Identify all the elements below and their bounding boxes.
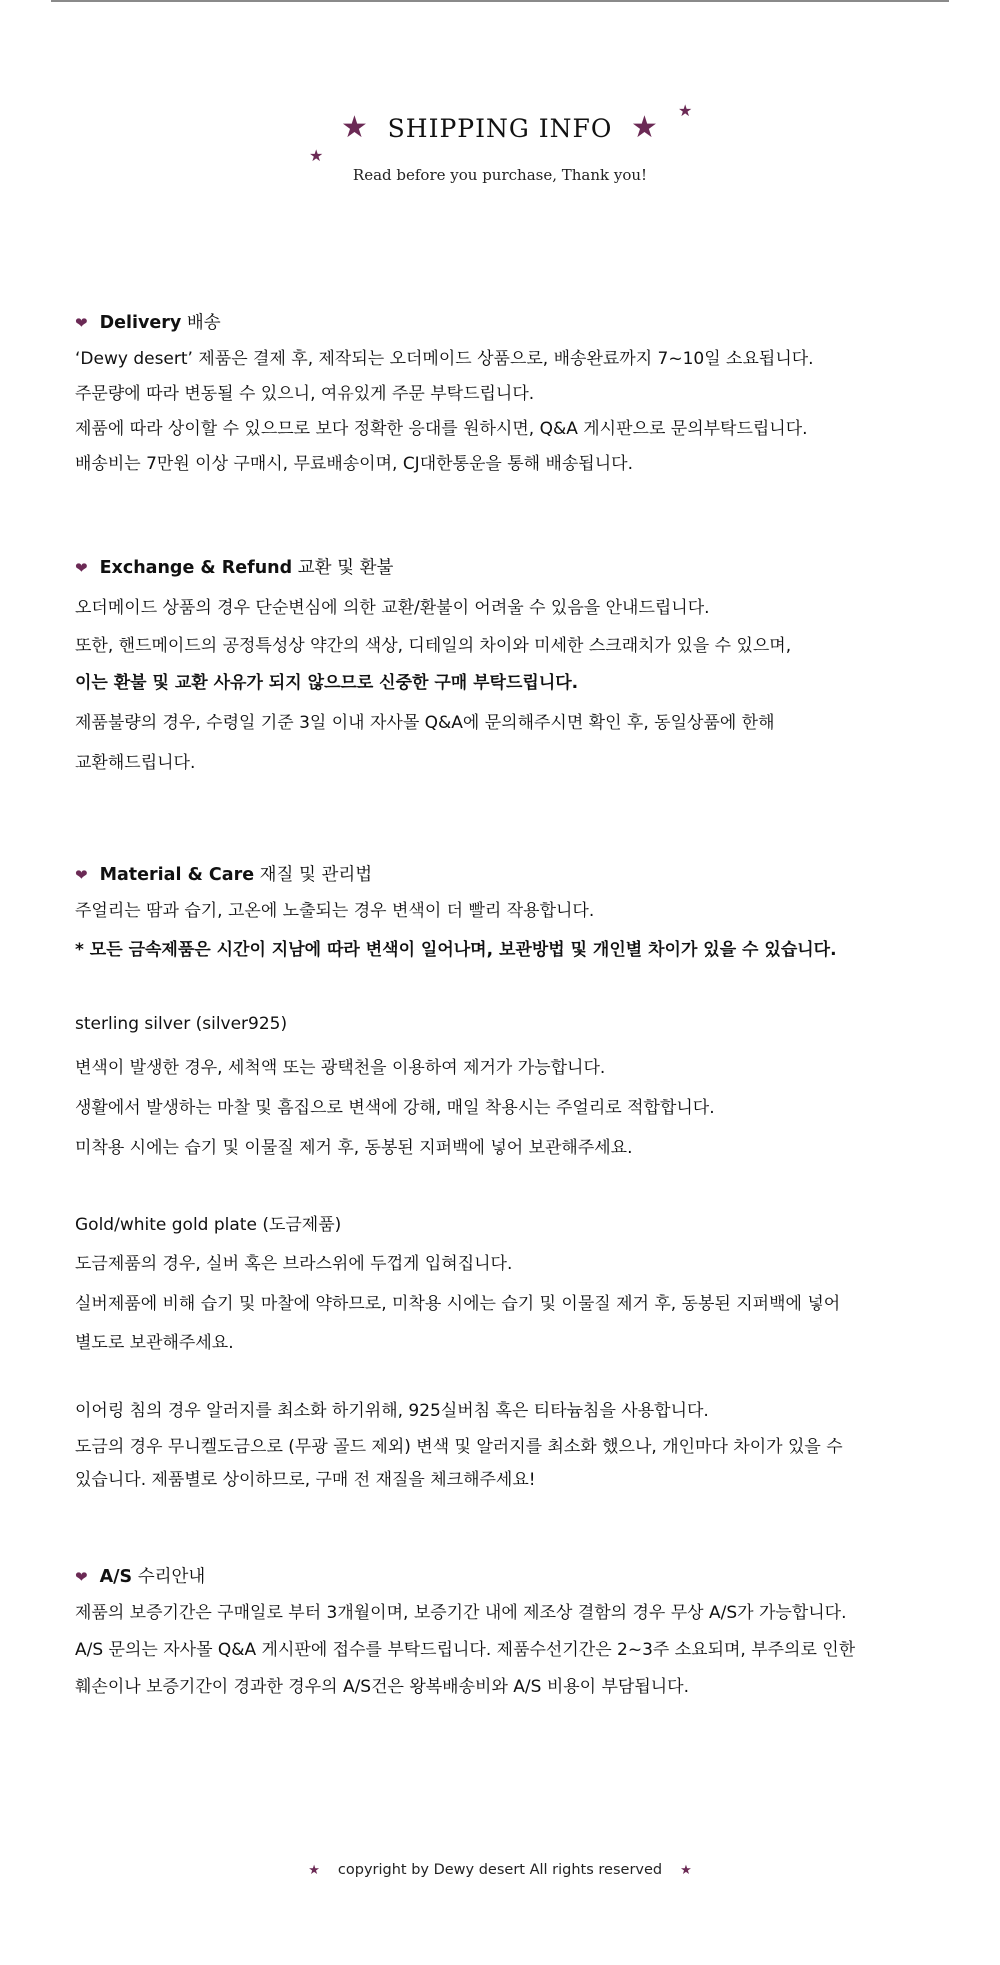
text-line: 도금의 경우 무니켈도금으로 (무광 골드 제외) 변색 및 알러지를 최소화 했으나, 개인마다 차이가 있을 수 bbox=[75, 1437, 843, 1457]
text-line: 미착용 시에는 습기 및 이물질 제거 후, 동봉된 지퍼백에 넣어 보관해주세요. bbox=[75, 1138, 633, 1158]
text-line: 교환해드립니다. bbox=[75, 753, 196, 773]
heart-icon: ❤ bbox=[75, 1568, 88, 1586]
section-heading-delivery: ❤ Delivery 배송 bbox=[75, 313, 221, 333]
text-line: 주얼리는 땀과 습기, 고온에 노출되는 경우 변색이 더 빨리 작용합니다. bbox=[75, 901, 595, 921]
subsection-title-gold: Gold/white gold plate (도금제품) bbox=[75, 1215, 342, 1235]
star-icon: ★ bbox=[680, 1863, 692, 1878]
text-line: 별도로 보관해주세요. bbox=[75, 1333, 234, 1353]
text-line: 도금제품의 경우, 실버 혹은 브라스위에 두껍게 입혀집니다. bbox=[75, 1254, 513, 1274]
text-line: 이는 환불 및 교환 사유가 되지 않으므로 신중한 구매 부탁드립니다. bbox=[75, 673, 579, 693]
text-line: 제품에 따라 상이할 수 있으므로 보다 정확한 응대를 원하시면, Q&A 게시판으로 문의부탁드립니다. bbox=[75, 419, 808, 439]
section-heading-exchange: ❤ Exchange & Refund 교환 및 환불 bbox=[75, 558, 394, 578]
text-line: 있습니다. 제품별로 상이하므로, 구매 전 재질을 체크해주세요! bbox=[75, 1470, 536, 1490]
text-line: A/S 문의는 자사몰 Q&A 게시판에 접수를 부탁드립니다. 제품수선기간은 2~3주 소요되며, 부주의로 인한 bbox=[75, 1640, 856, 1660]
text-line: 제품의 보증기간은 구매일로 부터 3개월이며, 보증기간 내에 제조상 결함의 경우 무상 A/S가 가능합니다. bbox=[75, 1603, 847, 1623]
text-line: 배송비는 7만원 이상 구매시, 무료배송이며, CJ대한통운을 통해 배송됩니다. bbox=[75, 454, 633, 474]
text-line: 훼손이나 보증기간이 경과한 경우의 A/S건은 왕복배송비와 A/S 비용이 부담됩니다. bbox=[75, 1677, 690, 1697]
text-line: 변색이 발생한 경우, 세척액 또는 광택천을 이용하여 제거가 가능합니다. bbox=[75, 1058, 606, 1078]
page-subtitle: Read before you purchase, Thank you! bbox=[352, 166, 648, 184]
text-line: 또한, 핸드메이드의 공정특성상 약간의 색상, 디테일의 차이와 미세한 스크래치가 있을 수 있으며, bbox=[75, 636, 792, 656]
section-heading-material: ❤ Material & Care 재질 및 관리법 bbox=[75, 865, 373, 885]
text-line: 오더메이드 상품의 경우 단순변심에 의한 교환/환불이 어려울 수 있음을 안내드립니다. bbox=[75, 598, 710, 618]
text-line: 제품불량의 경우, 수령일 기준 3일 이내 자사몰 Q&A에 문의해주시면 확인 후, 동일상품에 한해 bbox=[75, 713, 775, 733]
page-title: SHIPPING INFO bbox=[387, 114, 613, 143]
section-heading-as: ❤ A/S 수리안내 bbox=[75, 1567, 206, 1587]
star-icon: ★ bbox=[678, 101, 693, 120]
heart-icon: ❤ bbox=[75, 559, 88, 577]
star-icon: ★ bbox=[308, 1863, 320, 1878]
heart-icon: ❤ bbox=[75, 866, 88, 884]
heart-icon: ❤ bbox=[75, 314, 88, 332]
star-icon: ★ bbox=[341, 110, 368, 145]
star-icon: ★ bbox=[309, 146, 324, 165]
footer-copyright: ★ copyright by Dewy desert All rights reserved ★ bbox=[308, 1862, 692, 1878]
star-icon: ★ bbox=[631, 110, 658, 145]
text-line: ‘Dewy desert’ 제품은 결제 후, 제작되는 오더메이드 상품으로, 배송완료까지 7~10일 소요됩니다. bbox=[75, 349, 814, 369]
text-line: 이어링 침의 경우 알러지를 최소화 하기위해, 925실버침 혹은 티타늄침을 사용합니다. bbox=[75, 1401, 709, 1421]
subsection-title-silver: sterling silver (silver925) bbox=[75, 1014, 288, 1034]
text-line: 실버제품에 비해 습기 및 마찰에 약하므로, 미착용 시에는 습기 및 이물질 제거 후, 동봉된 지퍼백에 넣어 bbox=[75, 1294, 841, 1314]
text-line: 주문량에 따라 변동될 수 있으니, 여유있게 주문 부탁드립니다. bbox=[75, 384, 535, 404]
text-line: 생활에서 발생하는 마찰 및 흠집으로 변색에 강해, 매일 착용시는 주얼리로 적합합니다. bbox=[75, 1098, 715, 1118]
care-notice: * 모든 금속제품은 시간이 지남에 따라 변색이 일어나며, 보관방법 및 개인별 차이가 있을 수 있습니다. bbox=[75, 940, 837, 960]
top-divider bbox=[51, 0, 949, 2]
